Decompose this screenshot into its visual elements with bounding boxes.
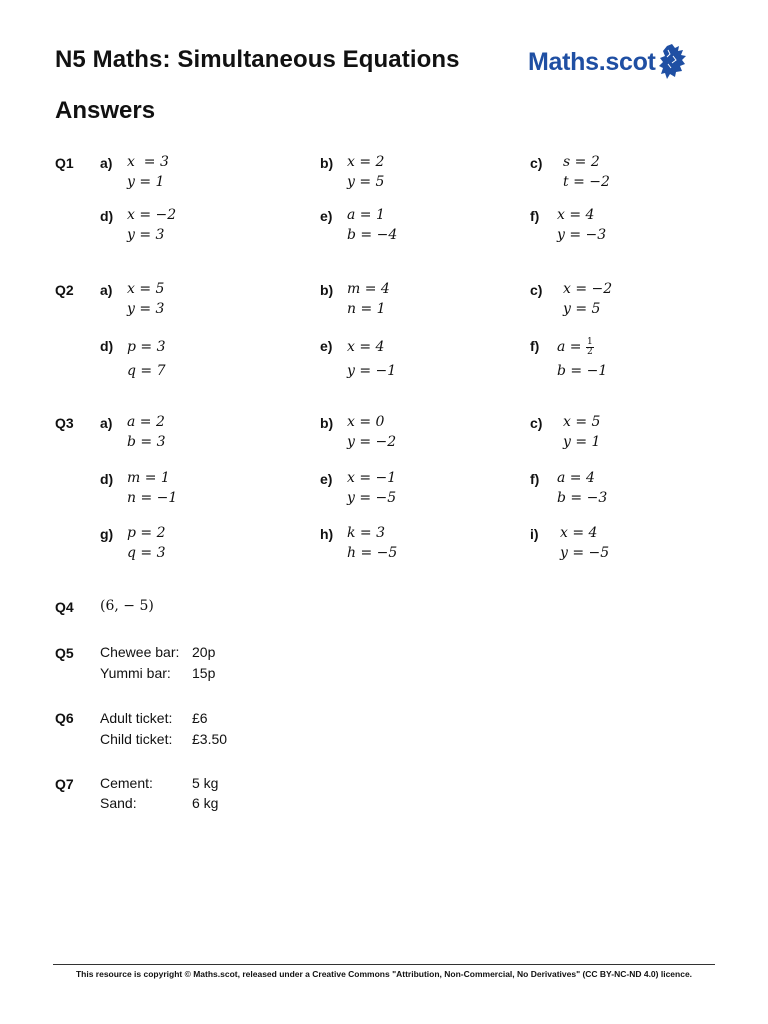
q3e-answer — [347, 468, 396, 508]
answer-line: q = 7 — [127, 363, 166, 379]
answer-line: q = 3 — [127, 545, 166, 561]
q3i-label: i) — [530, 526, 539, 542]
answer-line: y = 5 — [563, 301, 601, 317]
q6-item-1: Adult ticket: — [100, 710, 173, 726]
q2f-answer — [557, 335, 607, 383]
q2c-answer — [563, 279, 612, 319]
answer-line: x = 4 — [560, 525, 598, 541]
q6-label: Q6 — [55, 710, 74, 726]
q2d-answer — [127, 335, 166, 383]
q3f-label: f) — [530, 471, 540, 487]
answer-line: p = 3 — [127, 339, 166, 355]
q1d-answer — [127, 205, 176, 245]
answer-line: m = 1 — [127, 470, 170, 486]
q5-item-1: Chewee bar: — [100, 644, 180, 660]
answer-line: k = 3 — [347, 525, 386, 541]
q2e-answer — [347, 335, 396, 383]
answer-line: y = −5 — [560, 545, 610, 561]
answer-line: y = −1 — [347, 363, 397, 379]
q2-label: Q2 — [55, 282, 74, 298]
q2a-label: a) — [100, 282, 113, 298]
q3g-answer — [127, 523, 166, 563]
maths-scot-logo — [528, 44, 688, 80]
answer-line: x = 4 — [557, 207, 595, 223]
q1c-label: c) — [530, 155, 543, 171]
q1b-answer — [347, 152, 384, 192]
scotland-map-icon — [658, 44, 688, 80]
q1-label: Q1 — [55, 155, 74, 171]
answer-line: x = 2 — [347, 154, 385, 170]
q3a-label: a) — [100, 415, 113, 431]
answer-line: b = −1 — [557, 363, 608, 379]
answer-line: n = −1 — [127, 490, 178, 506]
q5-value-1: 20p — [192, 644, 216, 660]
q2d-label: d) — [100, 338, 114, 354]
q1f-answer — [557, 205, 606, 245]
answer-line: t = −2 — [563, 174, 610, 190]
answer-line: y = 3 — [127, 301, 165, 317]
answer-line: x = −1 — [347, 470, 397, 486]
fraction-denominator: 2 — [586, 346, 593, 357]
q5-value-2: 15p — [192, 665, 216, 681]
answer-line: a = — [557, 339, 586, 355]
copyright-footer: This resource is copyright © Maths.scot, released under a Creative Commons "Attribution, Non-Commercial, No Derivatives" (CC BY-NC-ND 4.0) licence. — [75, 969, 693, 979]
answer-line: s = 2 — [563, 154, 600, 170]
q2c-label: c) — [530, 282, 543, 298]
q2a-answer — [127, 279, 164, 319]
answer-line: b = −3 — [557, 490, 608, 506]
q3g-label: g) — [100, 526, 114, 542]
q7-item-1: Cement: — [100, 775, 153, 791]
page-subtitle: Answers — [55, 97, 156, 124]
q3e-label: e) — [320, 471, 333, 487]
answer-line: x = −2 — [127, 207, 177, 223]
q3b-label: b) — [320, 415, 334, 431]
q3h-label: h) — [320, 526, 334, 542]
answer-line: m = 4 — [347, 281, 390, 297]
answer-line: y = −3 — [557, 227, 607, 243]
answer-line: x = 4 — [347, 339, 385, 355]
q3c-label: c) — [530, 415, 543, 431]
q7-value-1: 5 kg — [192, 775, 219, 791]
answer-line: y = −2 — [347, 434, 397, 450]
q5-label: Q5 — [55, 645, 74, 661]
q6-value-2: £3.50 — [192, 731, 228, 747]
answer-line: y = −5 — [347, 490, 397, 506]
fraction-numerator: 1 — [586, 336, 593, 347]
answer-line: x = 5 — [127, 281, 165, 297]
answer-line: n = 1 — [347, 301, 386, 317]
answer-line: x = −2 — [563, 281, 613, 297]
q2b-answer — [347, 279, 390, 319]
answer-line: a = 2 — [127, 414, 165, 430]
q2f-label: f) — [530, 338, 540, 354]
answer-line: x = 5 — [563, 414, 601, 430]
q3d-label: d) — [100, 471, 114, 487]
q1f-label: f) — [530, 208, 540, 224]
q1b-label: b) — [320, 155, 334, 171]
q4-answer: (6, − 5) — [100, 598, 154, 614]
answer-line: x = 0 — [347, 414, 385, 430]
answer-line: y = 3 — [127, 227, 165, 243]
answer-line: a = 1 — [347, 207, 385, 223]
answer-line: b = −4 — [347, 227, 398, 243]
q7-value-2: 6 kg — [192, 795, 219, 811]
q6-item-2: Child ticket: — [100, 731, 173, 747]
logo-text: Maths.scot — [528, 47, 656, 76]
q3h-answer — [347, 523, 397, 563]
answer-line: h = −5 — [347, 545, 398, 561]
q1c-answer — [563, 152, 610, 192]
q1a-label: a) — [100, 155, 113, 171]
answer-line: p = 2 — [127, 525, 166, 541]
q7-label: Q7 — [55, 776, 74, 792]
fraction — [586, 338, 594, 357]
q3c-answer — [563, 412, 600, 452]
q3b-answer — [347, 412, 396, 452]
answer-line: x = 3 — [127, 154, 169, 170]
answer-line: y = 5 — [347, 174, 385, 190]
q1e-answer — [347, 205, 397, 245]
page-title: N5 Maths: Simultaneous Equations — [55, 46, 460, 73]
q2e-label: e) — [320, 338, 333, 354]
q3-label: Q3 — [55, 415, 74, 431]
footer-divider — [53, 964, 715, 965]
answer-line: a = 4 — [557, 470, 595, 486]
answer-line: b = 3 — [127, 434, 166, 450]
q3a-answer — [127, 412, 166, 452]
q3f-answer — [557, 468, 607, 508]
q3d-answer — [127, 468, 177, 508]
q6-value-1: £6 — [192, 710, 208, 726]
q1e-label: e) — [320, 208, 333, 224]
q3i-answer — [560, 523, 609, 563]
q5-item-2: Yummi bar: — [100, 665, 171, 681]
q1d-label: d) — [100, 208, 114, 224]
q1a-answer — [127, 152, 169, 192]
answer-line: y = 1 — [563, 434, 601, 450]
q7-item-2: Sand: — [100, 795, 137, 811]
q4-label: Q4 — [55, 599, 74, 615]
q2b-label: b) — [320, 282, 334, 298]
answer-line: y = 1 — [127, 174, 165, 190]
